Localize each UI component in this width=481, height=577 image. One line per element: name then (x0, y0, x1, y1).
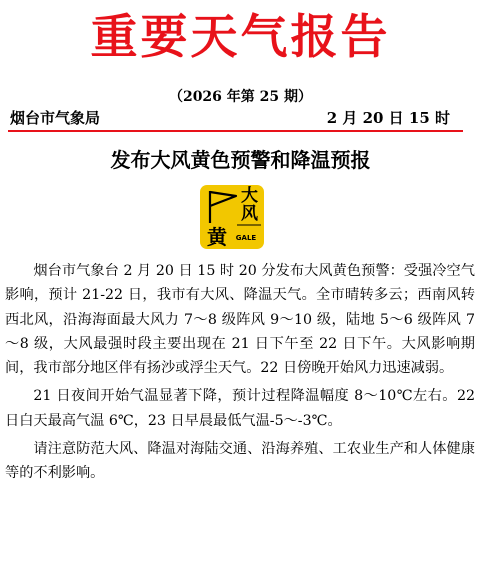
gale-warning-icon (200, 185, 264, 249)
report-headline: 发布大风黄色预警和降温预报 (110, 148, 371, 172)
body-paragraph: 烟台市气象台 2 月 20 日 15 时 20 分发布大风黄色预警：受强冷空气影响，预计 21-22 日，我市有大风、降温天气。全市晴转多云；西南风转西北风，沿海海面最大风力 7～8 级阵风 9～10 级，陆地 5～6 级阵风 7～8 级，大风最强时段主要出现在 21 日下午至 22 日下午。大风影响期间，我市部分地区伴有扬沙或浮尘天气。22 日傍晚开始风力迅速减弱。 (5, 263, 475, 377)
signal-glyph-yellow: 黄 (207, 225, 227, 249)
report-body (5, 259, 475, 490)
body-paragraph: 21 日夜间开始气温显著下降，预计过程降温幅度 8～10℃左右。22 日白天最高气温 6℃，23 日早晨最低气温-5～-3℃。 (5, 388, 475, 429)
body-paragraph: 请注意防范大风、降温对海陆交通、沿海养殖、工农业生产和人体健康等的不利影响。 (5, 441, 475, 482)
issuer-name: 烟台市气象局 (10, 109, 101, 127)
masthead-title: 重要天气报告 (90, 10, 391, 65)
issue-number: （2026 年第 25 期） (168, 89, 313, 105)
red-divider (8, 130, 463, 132)
issuer-row (10, 108, 450, 128)
signal-code: GALE (235, 234, 257, 242)
signal-glyph-wind: 风 (241, 204, 258, 224)
issue-time: 2 月 20 日 15 时 (326, 109, 450, 127)
signal-glyph-big: 大 (241, 186, 258, 206)
